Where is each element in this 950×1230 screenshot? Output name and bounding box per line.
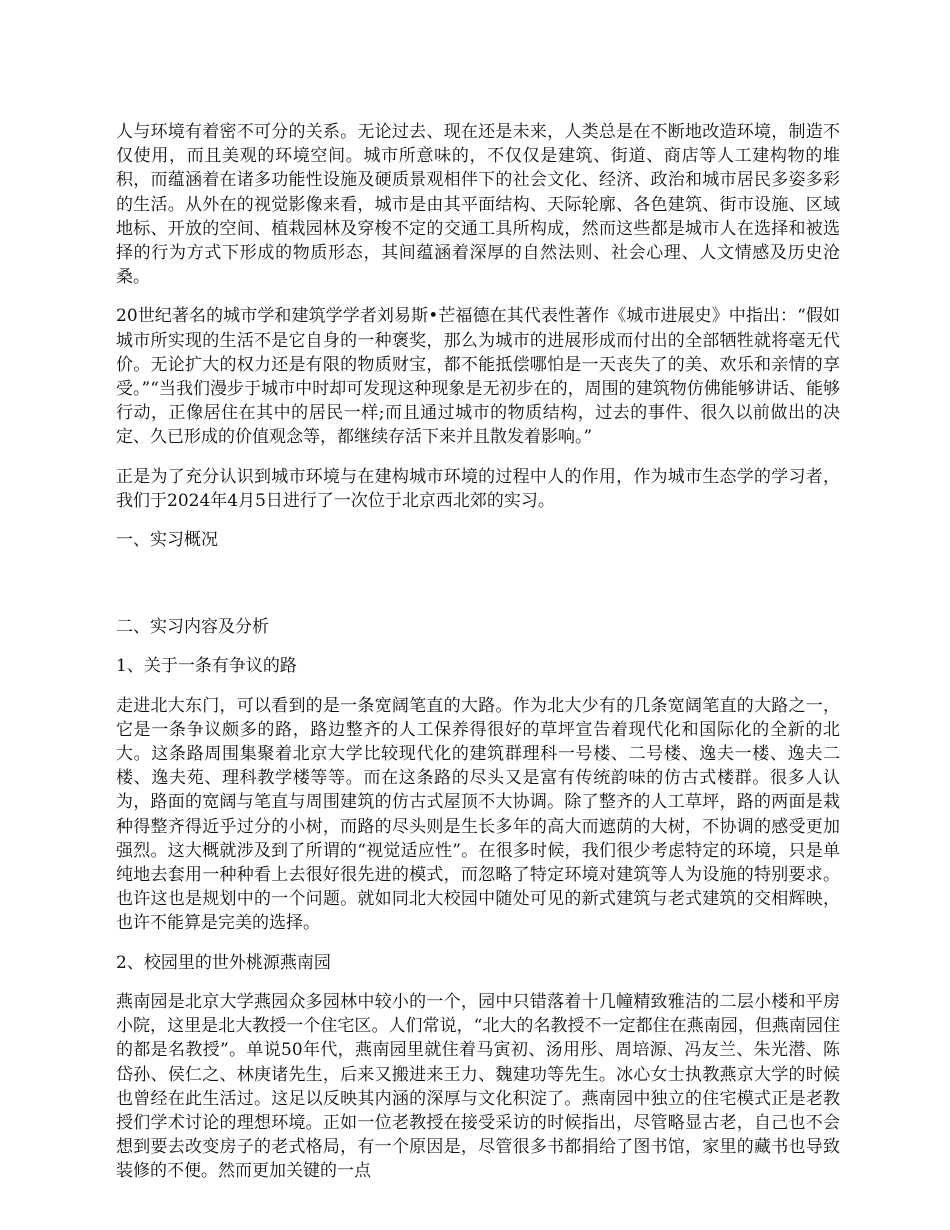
blank-space [116, 567, 840, 615]
subsection-paragraph-yannan-garden: 燕南园是北京大学燕园众多园林中较小的一个，园中只错落着十几幢精致雅洁的二层小楼和平房小院，这里是北大教授一个住宅区。人们常说，“北大的名教授不一定都住在燕南园，但燕南园住的都是名教授”。单说50年代，燕南园里就住着马寅初、汤用彤、周培源、冯友兰、朱光潜、陈岱孙、侯仁之、林庚诸先生，后来又搬进来王力、魏建功等先生。冰心女士执教燕京大学的时候也曾经在此生活过。这足以反映其内涵的深厚与文化积淀了。燕南园中独立的住宅模式正是老教授们学术讨论的理想环境。正如一位老教授在接受采访的时候指出，尽管略显古老，自己也不会想到要去改变房子的老式格局，有一个原因是，尽管很多书都捐给了图书馆，家里的藏书也导致装修的不便。然而更加关键的一点 [116, 991, 840, 1182]
subsection-paragraph-road: 走进北大东门，可以看到的是一条宽阔笔直的大路。作为北大少有的几条宽阔笔直的大路之一，它是一条争议颇多的路，路边整齐的人工保养得很好的草坪宣告着现代化和国际化的全新的北大。这条路周围集聚着北京大学比较现代化的建筑群理科一号楼、二号楼、逸夫一楼、逸夫二楼、逸夫苑、理科教学楼等等。而在这条路的尽头又是富有传统韵味的仿古式楼群。很多人认为，路面的宽阔与笔直与周围建筑的仿古式屋顶不大协调。除了整齐的人工草坪，路的两面是栽种得整齐得近乎过分的小树，而路的尽头则是生长多年的高大而遮荫的大树，不协调的感受更加强烈。这大概就涉及到了所谓的“视觉适应性”。在很多时候，我们很少考虑特定的环境，只是单纯地去套用一种种看上去很好很先进的模式，而忽略了特定环境对建筑等人为设施的特别要求。也许这也是规划中的一个问题。就如同北大校园中随处可见的新式建筑与老式建筑的交相辉映，也许不能算是完美的选择。 [116, 695, 840, 934]
section-heading-overview: 一、实习概况 [116, 530, 218, 551]
intro-paragraph-3: 正是为了充分认识到城市环境与在建构城市环境的过程中人的作用，作为城市生态学的学习者，我们于2024年4月5日进行了一次位于北京西北郊的实习。 [116, 466, 840, 511]
intro-paragraph-2: 20世纪著名的城市学和建筑学学者刘易斯•芒福德在其代表性著作《城市进展史》中指出：“假如城市所实现的生活不是它自身的一种褒奖，那么为城市的进展形成而付出的全部牺牲就将毫无代价。无论扩大的权力还是有限的物质财宝，都不能抵偿哪怕是一天丧失了的美、欢乐和亲情的享受。”“当我们漫步于城市中时却可发现这种现象是无初步在的，周围的建筑物仿佛能够讲话、能够行动，正像居住在其中的居民一样;而且通过城市的物质结构，过去的事件、很久以前做出的决定、久已形成的价值观念等，都继续存活下来并且散发着影响。” [116, 306, 840, 448]
document-body [116, 120, 840, 1199]
section-heading-content: 二、实习内容及分析 [116, 617, 269, 638]
subsection-heading-yannan-garden: 2、校园里的世外桃源燕南园 [116, 952, 331, 973]
intro-paragraph-1: 人与环境有着密不可分的关系。无论过去、现在还是未来，人类总是在不断地改造环境，制造不仅使用，而且美观的环境空间。城市所意味的，不仅仅是建筑、街道、商店等人工建构物的堆积，而蕴涵着在诸多功能性设施及硬质景观相伴下的社会文化、经济、政治和城市居民多姿多彩的生活。从外在的视觉影像来看，城市是由其平面结构、天际轮廓、各色建筑、街市设施、区域地标、开放的空间、植栽园林及穿梭不定的交通工具所构成，然而这些都是城市人在选择和被选择的行为方式下形成的物质形态，其间蕴涵着深厚的自然法则、社会心理、人文情感及历史沧桑。 [116, 122, 840, 288]
subsection-heading-road: 1、关于一条有争议的路 [116, 656, 297, 677]
